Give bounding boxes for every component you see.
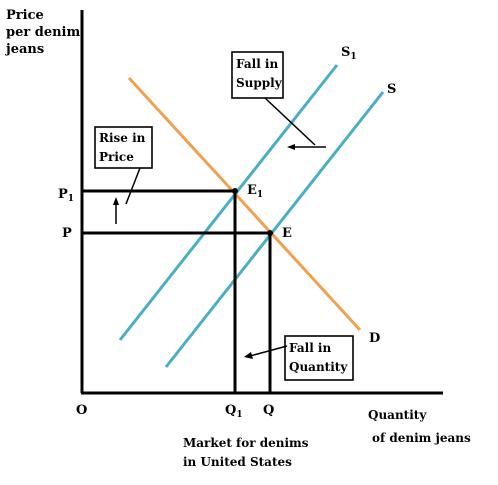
callout-connector-fall-in-supply (265, 98, 315, 145)
callout-fall-in-supply-line-1: Fall in (236, 57, 279, 71)
y-axis-label (5, 8, 85, 57)
curve-label-s1-main: S (341, 45, 351, 60)
callout-fall-in-supply-line-2: Supply (236, 76, 282, 90)
diagram-caption-line-2: in United States (183, 455, 292, 469)
curve-label-s1 (341, 45, 357, 62)
y-axis-label-line-2: per denim (6, 25, 81, 40)
y-axis-label-line-1: Price (6, 8, 44, 23)
point-label-e1-main: E (247, 183, 257, 198)
diagram-caption (183, 436, 313, 469)
point-label-e: E (282, 226, 292, 241)
diagram-caption-line-1: Market for denims (183, 436, 309, 450)
arrow-left-icon-fall-in-quantity (244, 352, 253, 359)
x-axis-label-line-2: of denim jeans (372, 431, 471, 445)
origin-label: O (76, 403, 88, 418)
callout-fall-in-quantity-line-1: Fall in (289, 341, 332, 355)
x-axis-label (368, 408, 471, 445)
callout-rise-in-price-line-1: Rise in (99, 131, 146, 145)
tick-label-q1 (225, 403, 243, 420)
tick-label-q: Q (263, 403, 275, 418)
supply-curve-s1 (120, 65, 337, 340)
tick-label-p: P (62, 226, 72, 241)
equilibrium-point-e (267, 230, 273, 236)
arrow-left-icon-fall-in-supply (287, 144, 295, 150)
curve-label-d: D (369, 331, 381, 346)
tick-label-q1-sub: 1 (236, 410, 243, 420)
point-label-e1 (247, 183, 263, 200)
tick-label-p1-main: P (58, 187, 68, 202)
x-axis-label-line-1: Quantity (368, 408, 427, 422)
callout-connector-rise-in-price (126, 168, 140, 204)
supply-curve-s (166, 92, 383, 367)
curve-label-s: S (387, 82, 397, 97)
tick-label-q1-main: Q (225, 403, 237, 418)
point-label-e1-sub: 1 (256, 190, 264, 200)
tick-label-p1-sub: 1 (67, 194, 75, 204)
callout-fall-in-quantity-line-2: Quantity (289, 360, 348, 374)
curve-label-s1-sub: 1 (350, 52, 357, 62)
equilibrium-point-e1 (232, 188, 238, 194)
demand-curve-d (129, 78, 360, 330)
callout-rise-in-price-line-2: Price (99, 150, 134, 164)
y-axis-label-line-3: jeans (6, 42, 45, 57)
tick-label-p1 (58, 187, 74, 204)
arrow-up-icon-rise-in-price (113, 197, 119, 205)
